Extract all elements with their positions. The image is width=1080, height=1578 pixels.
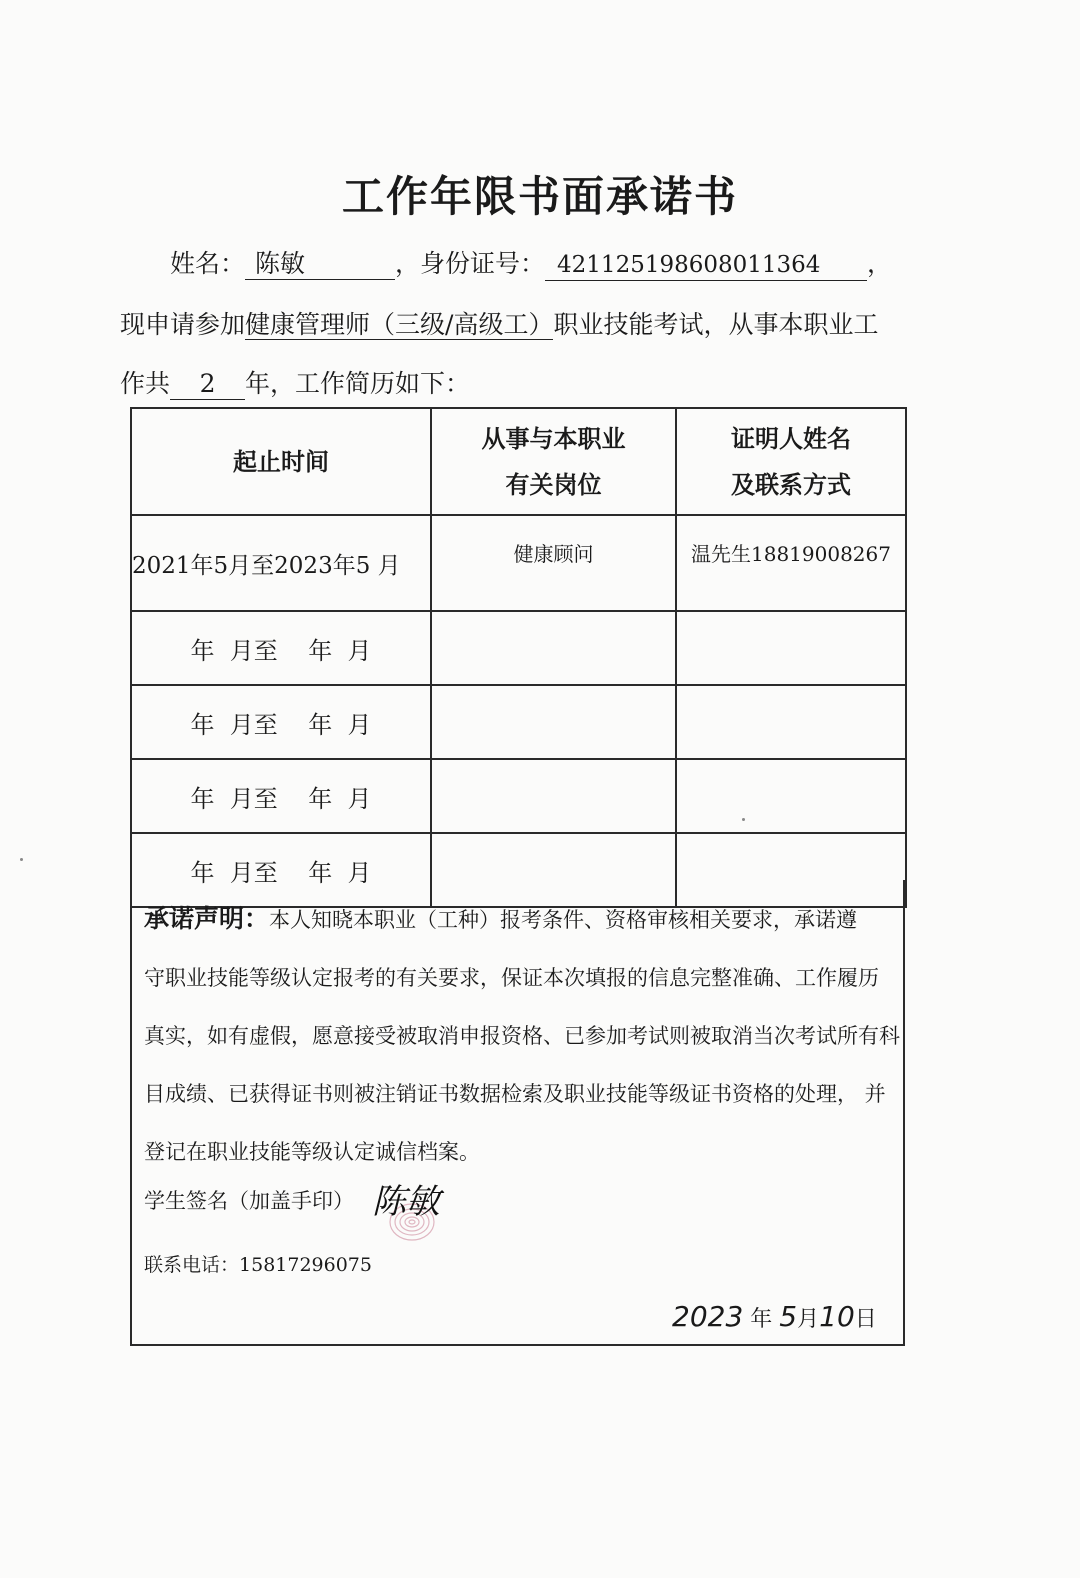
phone-value: 15817296075 bbox=[239, 1254, 372, 1276]
sign-date bbox=[672, 1300, 877, 1333]
applicant-line bbox=[170, 244, 892, 281]
apply-suffix: 职业技能考试，从事本职业工 bbox=[553, 310, 879, 339]
years-prefix: 作共 bbox=[120, 369, 171, 398]
row-witness: 温先生18819008267 bbox=[676, 515, 906, 611]
header-witness-line2: 及联系方式 bbox=[731, 470, 851, 499]
name-label: 姓名： bbox=[170, 249, 246, 278]
scan-speck bbox=[20, 858, 23, 861]
declaration-line1-text: 本人知晓本职业（工种）报考条件、资格审核相关要求，承诺遵 bbox=[269, 908, 858, 932]
name-value: 陈敏 bbox=[245, 249, 395, 280]
years-line bbox=[120, 364, 470, 400]
id-label: ，身份证号： bbox=[395, 249, 546, 278]
declaration-line-5: 登记在职业技能等级认定诚信档案。 bbox=[144, 1140, 480, 1164]
date-month-unit: 月 bbox=[797, 1307, 820, 1332]
declaration-heading: 承诺声明： bbox=[144, 904, 270, 933]
scan-speck bbox=[742, 818, 745, 821]
table-row bbox=[131, 685, 906, 759]
declaration-line-3: 真实，如有虚假，愿意接受被取消申报资格、已参加考试则被取消当次考试所有科 bbox=[144, 1024, 900, 1048]
row-period: 年 月至 年 月 bbox=[131, 611, 431, 685]
row-period: 年 月至 年 月 bbox=[131, 759, 431, 833]
header-position bbox=[431, 408, 676, 515]
declaration-line-1 bbox=[144, 890, 904, 949]
row-period: 年 月至 年 月 bbox=[131, 833, 431, 907]
apply-prefix: 现申请参加 bbox=[120, 310, 246, 339]
table-row bbox=[131, 611, 906, 685]
document-title: 工作年限书面承诺书 bbox=[341, 172, 738, 221]
declaration-line-4: 目成绩、已获得证书则被注销证书数据检索及职业技能等级证书资格的处理， 并 bbox=[144, 1082, 886, 1106]
header-period: 起止时间 bbox=[131, 408, 431, 515]
table-header-row bbox=[131, 408, 906, 515]
phone-label: 联系电话： bbox=[144, 1254, 240, 1276]
row-witness bbox=[676, 685, 906, 759]
signature-label: 学生签名（加盖手印） bbox=[144, 1189, 354, 1213]
header-witness bbox=[676, 408, 906, 515]
phone-line bbox=[144, 1250, 372, 1277]
declaration-line-2: 守职业技能等级认定报考的有关要求，保证本次填报的信息完整准确、工作履历 bbox=[144, 966, 879, 990]
date-month: 5 bbox=[779, 1300, 798, 1333]
date-day-unit: 日 bbox=[854, 1307, 877, 1332]
header-witness-line1: 证明人姓名 bbox=[731, 424, 851, 453]
apply-line bbox=[120, 305, 878, 341]
row-position: 健康顾问 bbox=[431, 515, 676, 611]
table-row bbox=[131, 515, 906, 611]
work-history-table bbox=[130, 407, 907, 908]
id-value: 421125198608011364 bbox=[545, 250, 867, 281]
years-value: 2 bbox=[170, 369, 245, 400]
table-row bbox=[131, 759, 906, 833]
row-position bbox=[431, 685, 676, 759]
declaration-text bbox=[144, 890, 904, 1181]
row-position bbox=[431, 611, 676, 685]
header-position-line2: 有关岗位 bbox=[505, 470, 602, 499]
date-day: 10 bbox=[819, 1300, 855, 1333]
years-suffix: 年，工作简历如下： bbox=[245, 369, 471, 398]
row-period: 年 月至 年 月 bbox=[131, 685, 431, 759]
occupation-value: 健康管理师（三级/高级工） bbox=[245, 310, 554, 339]
row-period: 2021年5月至2023年5 月 bbox=[131, 515, 431, 611]
row-witness bbox=[676, 611, 906, 685]
row-position bbox=[431, 759, 676, 833]
signature-handwriting: 陈敏 bbox=[372, 1182, 440, 1222]
signature-area bbox=[364, 1170, 474, 1250]
date-year-unit: 年 bbox=[750, 1307, 773, 1332]
date-year: 2023 bbox=[672, 1300, 744, 1333]
declaration-box bbox=[130, 880, 905, 1346]
row-witness bbox=[676, 759, 906, 833]
line-end: ， bbox=[867, 249, 893, 278]
header-position-line1: 从事与本职业 bbox=[481, 424, 626, 453]
